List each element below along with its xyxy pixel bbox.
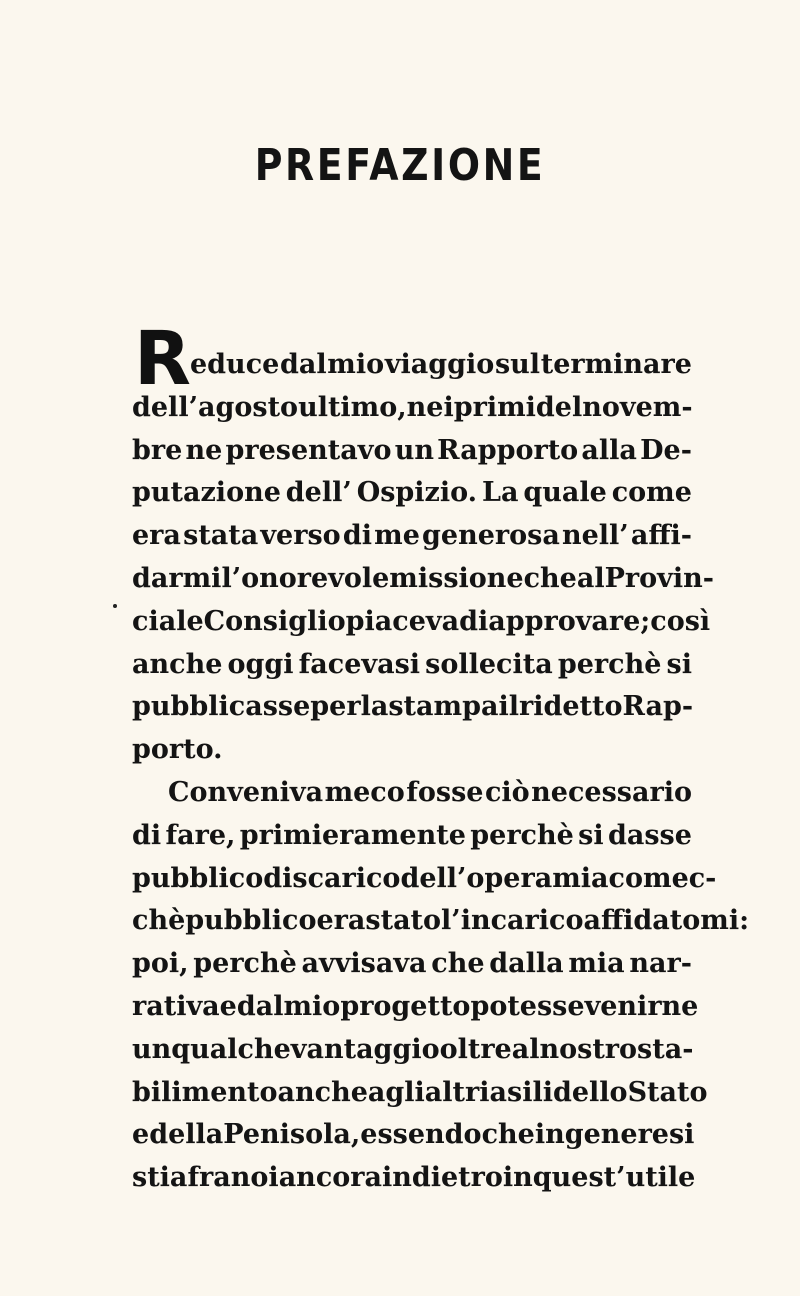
text-line: ciale Consiglio piaceva di approvare; così [132, 605, 711, 637]
text-line: un qualche vantaggio oltre al nostro sta- [132, 1033, 694, 1065]
text-line: darmi l’ onorevole missione che al Provin- [132, 562, 714, 594]
text-line: pubblico discarico dell’ opera mia comec- [132, 862, 717, 894]
text-line: rativa e dal mio progetto potesse venirne [132, 990, 699, 1022]
text-line: R educe dal mio viaggio sul terminare [134, 316, 692, 402]
text-line: porto. [132, 734, 223, 766]
drop-cap: R [134, 316, 191, 402]
text-line: dell’ agosto ultimo, nei primi del novem- [132, 391, 693, 423]
text-line: chè pubblico era stato l’ incarico affidatomi: [132, 905, 750, 937]
text-line: bilimento anche agli altri asili dello Stato [132, 1076, 708, 1108]
text-line: anche oggi facevasi sollecita perchè si [132, 648, 692, 680]
text-line: bre ne presentavo un Rapporto alla De- [132, 434, 692, 466]
margin-mark [113, 604, 117, 608]
text-line: putazione dell’ Ospizio. La quale come [132, 477, 692, 509]
page-title: PREFAZIONE [254, 140, 546, 191]
text-line: era stata verso di me generosa nell’ affi- [132, 520, 692, 552]
text-line: pubblicasse per la stampa il ridetto Rap- [132, 691, 694, 723]
text-line: poi, perchè avvisava che dalla mia nar- [132, 948, 692, 980]
text-line: di fare, primieramente perchè si dasse [132, 819, 692, 851]
text-line: stia fra noi ancora indietro in quest’ utile [132, 1162, 696, 1194]
text-line: Conveniva meco fosse ciò necessario [168, 776, 692, 808]
text-line: e della Penisola, essendo che in genere si [132, 1119, 695, 1151]
preface-text [132, 316, 750, 1200]
